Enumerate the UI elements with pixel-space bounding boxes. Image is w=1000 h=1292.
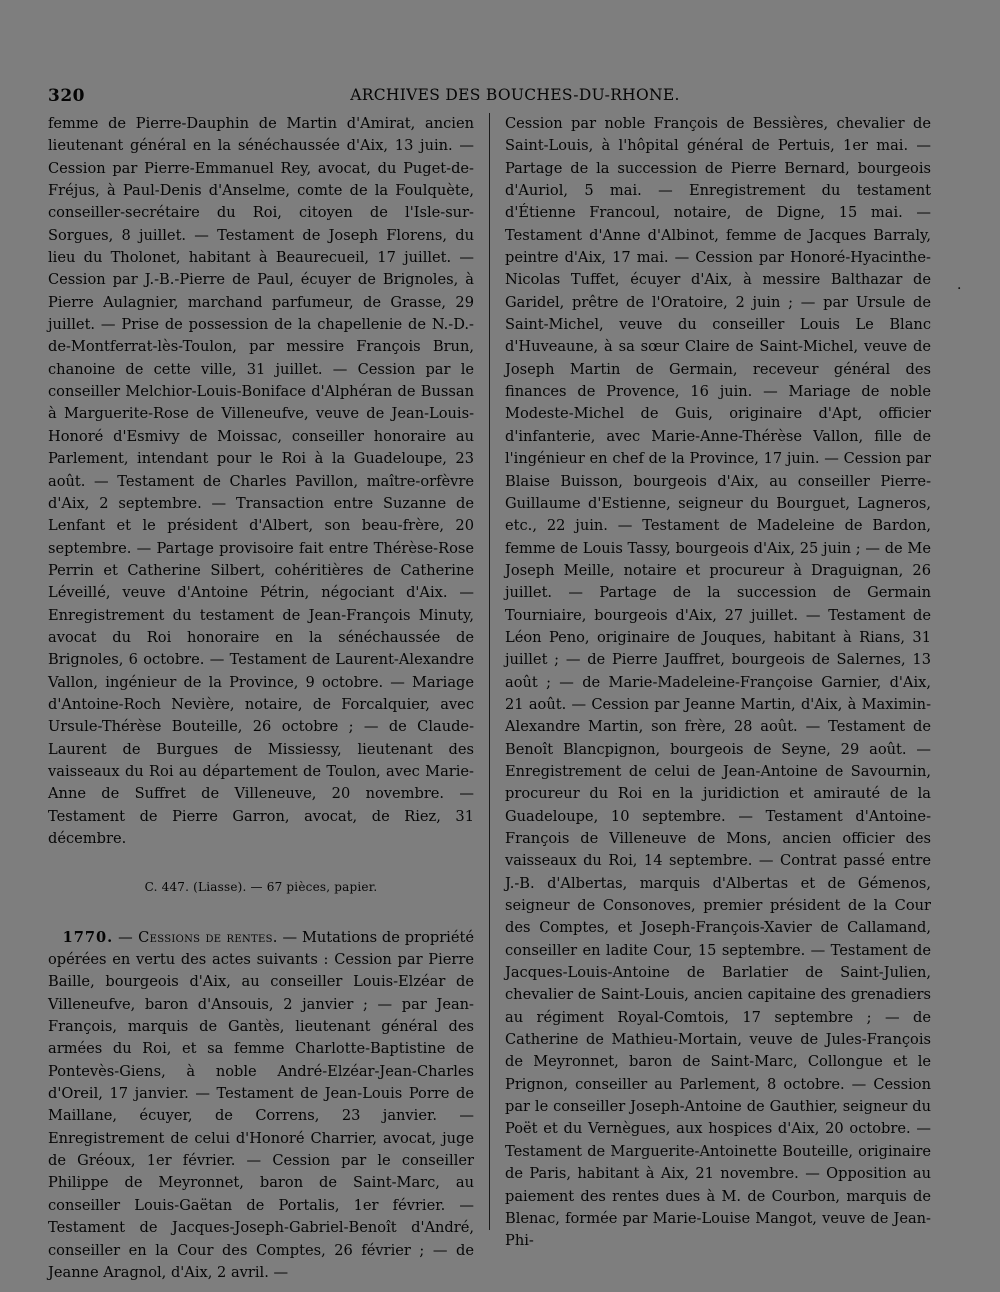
running-title: ARCHIVES DES BOUCHES-DU-RHONE.: [350, 86, 680, 104]
left-column: [48, 113, 474, 1284]
right-column: [505, 113, 931, 1253]
entry-heading: — Cessions de rentes.: [118, 928, 278, 946]
file-note: C. 447. (Liasse). — 67 pièces, papier.: [144, 880, 378, 895]
page-number: 320: [48, 86, 85, 106]
column-divider: [489, 113, 490, 1230]
entry-year: 1770.: [62, 928, 114, 946]
paragraph: Cession par noble François de Bessières, chevalier de Saint-Louis, à l'hôpital général de Pertuis, 1er mai. — Partage de la succession de Pierre Bernard, bourgeois d'Auriol, 5 mai. — Enregistrement du testament d'Étienne Francoul, notaire, de Digne, 15 mai. — Testament d'Anne d'Albinot, femme de Jacques Barraly, peintre d'Aix, 17 mai. — Cession par Honoré-Hyacinthe-Nicolas Tuffet, écuyer d'Aix, à messire Balthazar de Garidel, prêtre de l'Oratoire, 2 juin ; — par Ursule de Saint-Michel, veuve du conseiller Louis Le Blanc d'Huveaune, à sa sœur Claire de Saint-Michel, veuve de Joseph Martin de Germain, receveur général des finances de Provence, 16 juin. — Mariage de noble Modeste-Michel de Guis, originaire d'Apt, officier d'infanterie, avec Marie-Anne-Thérèse Vallon, fille de l'ingénieur en chef de la Province, 17 juin. — Cession par Blaise Buisson, bourgeois d'Aix, au conseiller Pierre-Guillaume d'Estienne, seigneur du Bourguet, Lagneros, etc., 22 juin. — Testament de Madeleine de Bardon, femme de Louis Tassy, bourgeois d'Aix, 25 juin ; — de Me Joseph Meille, notaire et procureur à Draguignan, 26 juillet. — Partage de la succession de Germain Tourniaire, bourgeois d'Aix, 27 juillet. — Testament de Léon Peno, originaire de Jouques, habitant à Rians, 31 juillet ; — de Pierre Jauffret, bourgeois de Salernes, 13 août ; — de Marie-Madeleine-Françoise Garnier, d'Aix, 21 août. — Cession par Jeanne Martin, d'Aix, à Maximin-Alexandre Martin, son frère, 28 août. — Testament de Benoît Blancpignon, bourgeois de Seyne, 29 août. — Enregistrement de celui de Jean-Antoine de Savournin, procureur du Roi en la juridiction et amirauté de la Guadeloupe, 10 septembre. — Testament d'Antoine-François de Villeneuve de Mons, ancien officier des vaisseaux du Roi, 14 septembre. — Contrat passé entre J.-B. d'Albertas, marquis d'Albertas et de Gémenos, seigneur de Consonoves, premier président de la Cour des Comptes, et Joseph-François-Xavier de Callamand, conseiller en ladite Cour, 15 septembre. — Testament de Jacques-Louis-Antoine de Barlatier de Saint-Julien, chevalier de Saint-Louis, ancien capitaine des grenadiers au régiment Royal-Comtois, 17 septembre ; — de Catherine de Mathieu-Mortain, veuve de Jules-François de Meyronnet, baron de Saint-Marc, Collongue et le Prignon, conseiller au Parlement, 8 octobre. — Cession par le conseiller Joseph-Antoine de Gauthier, seigneur du Poët et du Vernègues, aux hospices d'Aix, 20 octobre. — Testament de Marguerite-Antoinette Bouteille, originaire de Paris, habitant à Aix, 21 novembre. — Opposition au paiement des rentes dues à M. de Courbon, marquis de Blenac, formée par Marie-Louise Mangot, veuve de Jean-Phi-: [505, 115, 931, 1250]
entry-paragraph: [48, 927, 474, 1285]
page-speck: ·: [957, 281, 962, 297]
paragraph: femme de Pierre-Dauphin de Martin d'Amirat, ancien lieutenant général en la sénéchaussée d'Aix, 13 juin. — Cession par Pierre-Emmanuel Rey, avocat, du Puget-de-Fréjus, à Paul-Denis d'Anselme, comte de la Foulquète, conseiller-secrétaire du Roi, citoyen de l'Isle-sur-Sorgues, 8 juillet. — Testament de Joseph Florens, du lieu du Tholonet, habitant à Beaurecueil, 17 juillet. — Cession par J.-B.-Pierre de Paul, écuyer de Brignoles, à Pierre Aulagnier, marchand parfumeur, de Grasse, 29 juillet. — Prise de possession de la chapellenie de N.-D.-de-Montferrat-lès-Toulon, par messire François Brun, chanoine de cette ville, 31 juillet. — Cession par le conseiller Melchior-Louis-Boniface d'Alphéran de Bussan à Marguerite-Rose de Villeneufve, veuve de Jean-Louis-Honoré d'Esmivy de Moissac, conseiller honoraire au Parlement, intendant pour le Roi à la Guadeloupe, 23 août. — Testament de Charles Pavillon, maître-orfèvre d'Aix, 2 septembre. — Transaction entre Suzanne de Lenfant et le président d'Albert, son beau-frère, 20 septembre. — Partage provisoire fait entre Thérèse-Rose Perrin et Catherine Silbert, cohéritières de Catherine Léveillé, veuve d'Antoine Pétrin, négociant d'Aix. — Enregistrement du testament de Jean-François Minuty, avocat du Roi honoraire en la sénéchaussée de Brignoles, 6 octobre. — Testament de Laurent-Alexandre Vallon, ingénieur de la Province, 9 octobre. — Mariage d'Antoine-Roch Nevière, notaire, de Forcalquier, avec Ursule-Thérèse Bouteille, 26 octobre ; — de Claude-Laurent de Burgues de Missiessy, lieutenant des vaisseaux du Roi au département de Toulon, avec Marie-Anne de Suffret de Villeneuve, 20 novembre. — Testament de Pierre Garron, avocat, de Riez, 31 décembre.: [48, 115, 474, 847]
entry-text: — Mutations de propriété opérées en vertu des actes suivants : Cession par Pierre Baille, bourgeois d'Aix, au conseiller Louis-Elzéar de Villeneufve, baron d'Ansouis, 2 janvier ; — par Jean-François, marquis de Gantès, lieutenant général des armées du Roi, et sa femme Charlotte-Baptistine de Pontevès-Giens, à noble André-Elzéar-Jean-Charles d'Oreil, 17 janvier. — Testament de Jean-Louis Porre de Maillane, écuyer, de Correns, 23 janvier. — Enregistrement de celui d'Honoré Charrier, avocat, juge de Gréoux, 1er février. — Cession par le conseiller Philippe de Meyronnet, baron de Saint-Marc, au conseiller Louis-Gaëtan de Portalis, 1er février. — Testament de Jacques-Joseph-Gabriel-Benoît d'André, conseiller en la Cour des Comptes, 26 février ; — de Jeanne Aragnol, d'Aix, 2 avril. —: [48, 928, 474, 1281]
